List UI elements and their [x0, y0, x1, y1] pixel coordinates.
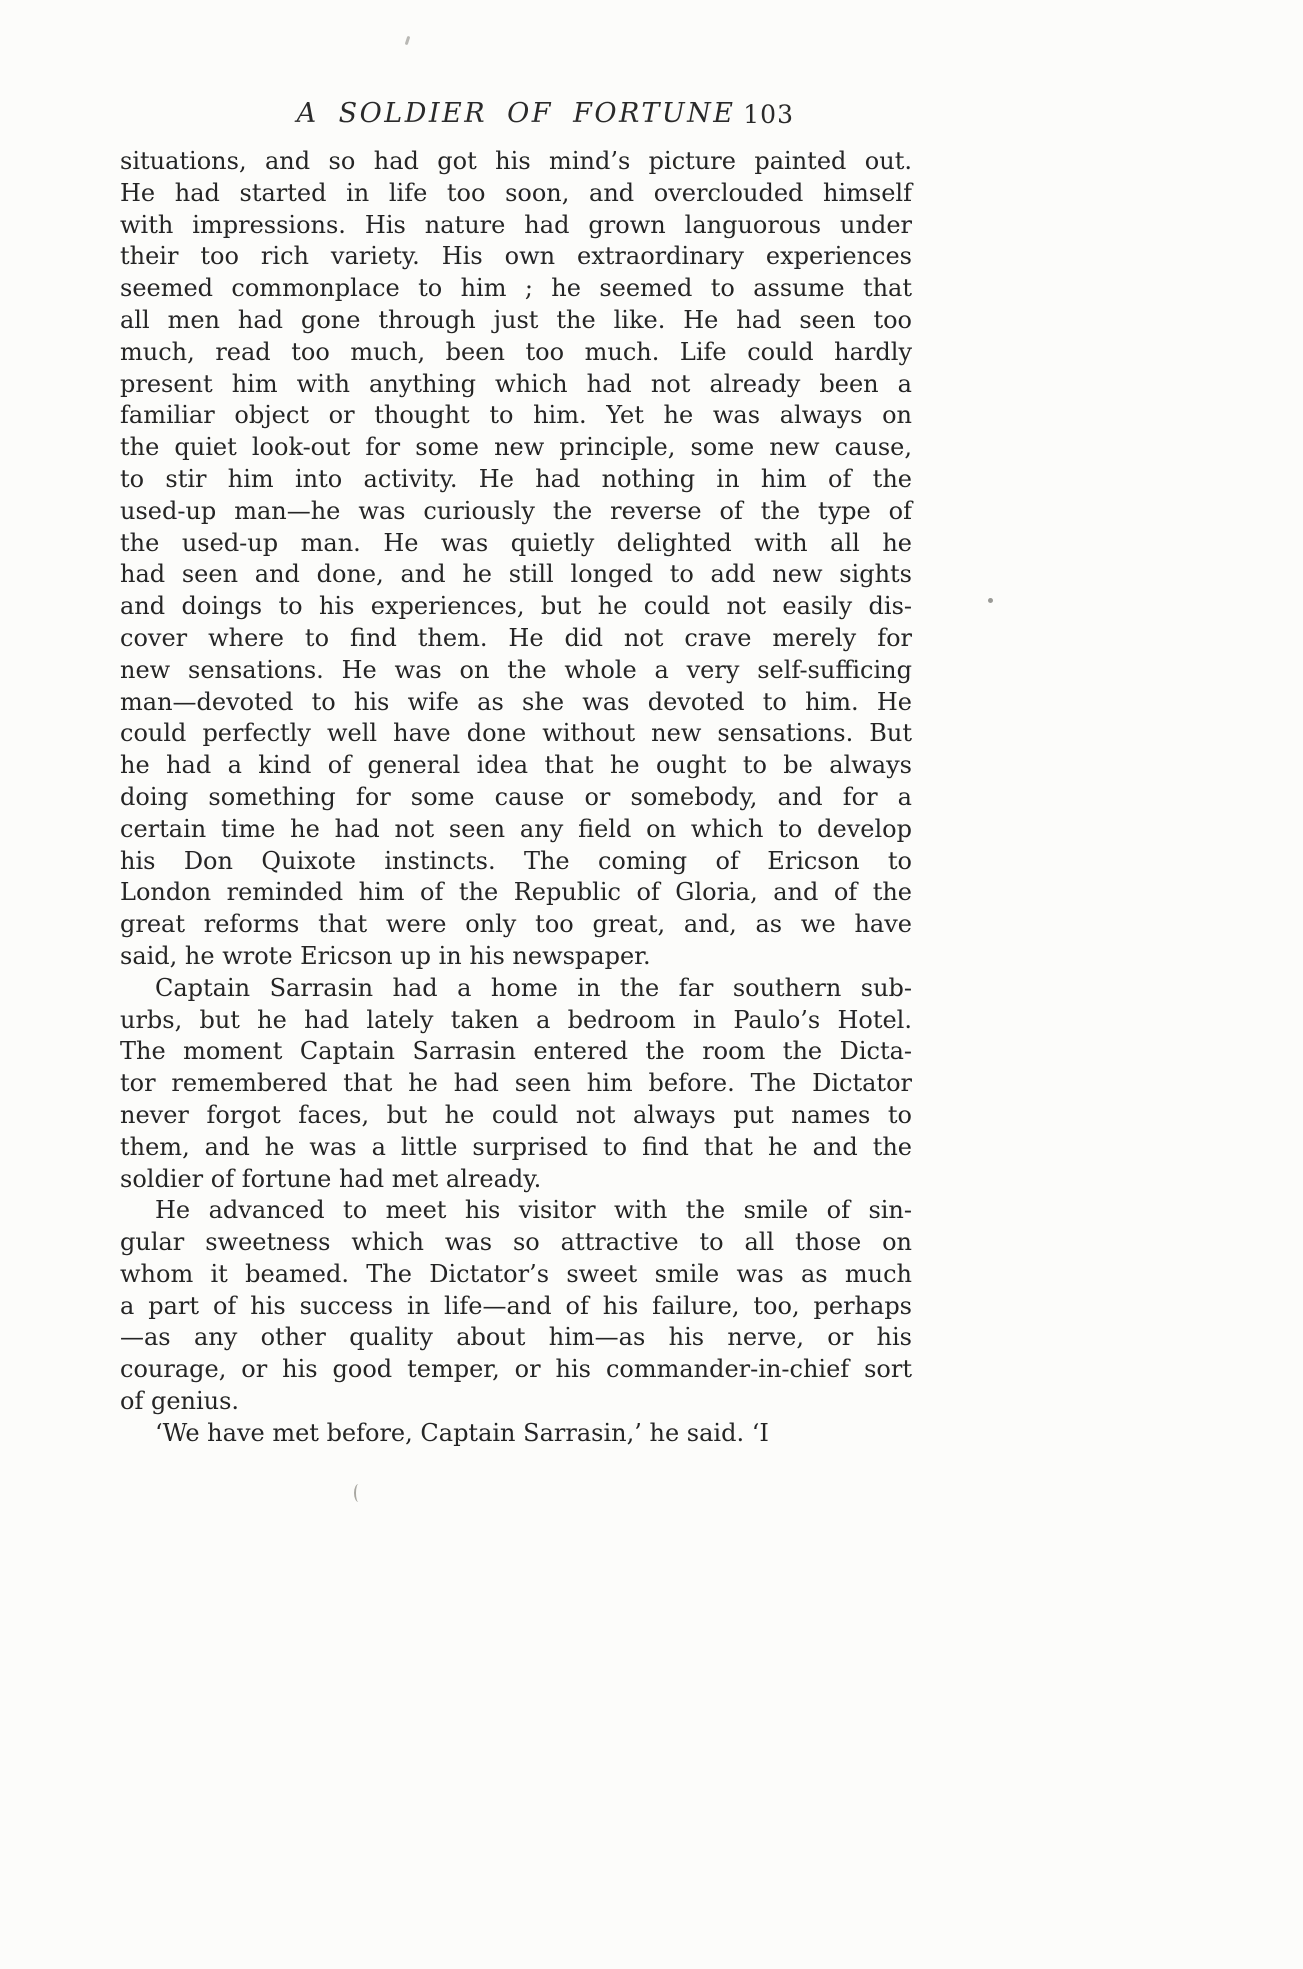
- text-line: new sensations. He was on the whole a very self-sufficing: [120, 655, 912, 684]
- text-line: tor remembered that he had seen him before. The Dictator: [120, 1069, 912, 1098]
- text-line: courage, or his good temper, or his commander-in-chief sort: [120, 1355, 912, 1384]
- text-line: He advanced to meet his visitor with the smile of sin-: [155, 1196, 912, 1225]
- text-line: whom it beamed. The Dictator’s sweet smile was as much: [120, 1259, 912, 1288]
- text-line: soldier of fortune had met already.: [120, 1164, 542, 1193]
- text-line: and doings to his experiences, but he could not easily dis-: [120, 592, 912, 621]
- paragraph: [120, 146, 912, 973]
- text-line: a part of his success in life—and of his failure, too, perhaps: [120, 1291, 912, 1320]
- text-line: their too rich variety. His own extraordinary experiences: [120, 242, 912, 271]
- scan-artifact: [405, 36, 411, 45]
- text-line: much, read too much, been too much. Life could hardly: [120, 337, 912, 366]
- text-line: to stir him into activity. He had nothing in him of the: [120, 464, 912, 493]
- text-line: could perfectly well have done without new sensations. But: [120, 719, 912, 748]
- text-line: he had a kind of general idea that he ought to be always: [120, 751, 912, 780]
- text-line: the used-up man. He was quietly delighted with all he: [120, 528, 912, 557]
- text-line: used-up man—he was curiously the reverse of the type of: [120, 496, 912, 525]
- paragraph: [120, 973, 912, 1196]
- text-line: all men had gone through just the like. He had seen too: [120, 305, 912, 334]
- text-line: cover where to find them. He did not crave merely for: [120, 623, 912, 652]
- text-line: gular sweetness which was so attractive to all those on: [120, 1228, 912, 1257]
- text-line: present him with anything which had not already been a: [120, 369, 912, 398]
- text-line: ‘We have met before, Captain Sarrasin,’ he said. ‘I: [155, 1418, 769, 1447]
- text-line: —as any other quality about him—as his nerve, or his: [120, 1323, 912, 1352]
- page-body: [120, 146, 912, 1450]
- text-line: The moment Captain Sarrasin entered the room the Dicta-: [120, 1037, 912, 1066]
- text-line: with impressions. His nature had grown languorous under: [120, 210, 912, 239]
- text-line: them, and he was a little surprised to find that he and the: [120, 1132, 912, 1161]
- scan-artifact: [988, 598, 993, 603]
- text-line: Captain Sarrasin had a home in the far southern sub-: [155, 973, 912, 1002]
- text-line: doing something for some cause or somebody, and for a: [120, 782, 912, 811]
- text-line: his Don Quixote instincts. The coming of Ericson to: [120, 846, 912, 875]
- paragraph: [120, 1418, 912, 1450]
- paragraph: [120, 1195, 912, 1418]
- text-line: the quiet look-out for some new principle, some new cause,: [120, 433, 912, 462]
- text-line: never forgot faces, but he could not always put names to: [120, 1100, 912, 1129]
- scan-artifact: [354, 1484, 363, 1502]
- page-number: 103: [743, 100, 794, 129]
- text-line: had seen and done, and he still longed to add new sights: [120, 560, 912, 589]
- text-line: man—devoted to his wife as she was devoted to him. He: [120, 687, 912, 716]
- text-line: London reminded him of the Republic of Gloria, and of the: [120, 878, 912, 907]
- text-line: He had started in life too soon, and overclouded himself: [120, 178, 912, 207]
- text-line: urbs, but he had lately taken a bedroom in Paulo’s Hotel.: [120, 1005, 912, 1034]
- text-line: of genius.: [120, 1387, 240, 1416]
- text-block: [120, 98, 912, 1450]
- text-line: familiar object or thought to him. Yet he was always on: [120, 401, 912, 430]
- running-title: A SOLDIER OF FORTUNE: [296, 98, 736, 129]
- text-line: said, he wrote Ericson up in his newspaper.: [120, 941, 651, 970]
- text-line: great reforms that were only too great, and, as we have: [120, 910, 912, 939]
- text-line: certain time he had not seen any field on which to develop: [120, 814, 912, 843]
- page-header: [120, 98, 912, 134]
- text-line: seemed commonplace to him ; he seemed to assume that: [120, 274, 912, 303]
- text-line: situations, and so had got his mind’s picture painted out.: [120, 147, 912, 175]
